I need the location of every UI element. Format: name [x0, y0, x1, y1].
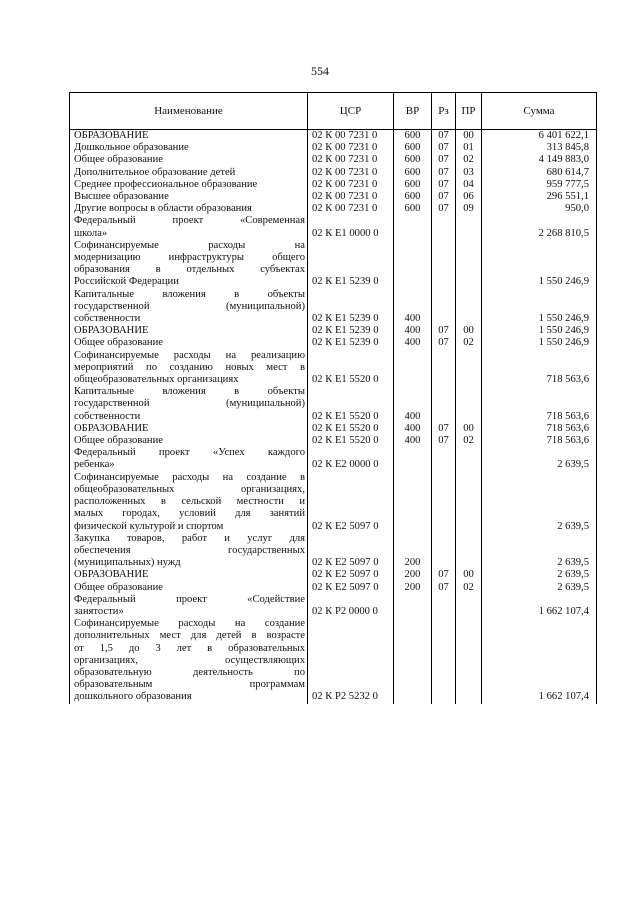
row-name — [70, 289, 308, 326]
row-name-line: Капитальные вложения в объекты — [74, 386, 305, 398]
row-sum: 313 845,8 — [482, 142, 597, 154]
row-name-line: Дополнительное образование детей — [74, 166, 236, 178]
row-csr: 02 К E1 5520 0 — [308, 423, 394, 435]
row-name-line: дошкольного образования — [74, 691, 192, 703]
row-name-line: Федеральный проект «Успех каждого — [74, 447, 305, 459]
row-rz — [432, 215, 456, 239]
row-name-line: мероприятий по созданию новых мест в — [74, 361, 305, 373]
row-pr — [456, 215, 482, 239]
row-vr — [394, 472, 432, 533]
row-pr — [456, 472, 482, 533]
row-name — [70, 582, 308, 594]
row-sum: 2 639,5 — [482, 569, 597, 581]
row-name-line: занятости» — [74, 605, 124, 617]
row-csr: 02 К E2 5097 0 — [308, 569, 394, 581]
row-csr: 02 К E2 5097 0 — [308, 533, 394, 570]
row-csr: 02 К 00 7231 0 — [308, 154, 394, 166]
row-name-line: Другие вопросы в области образования — [74, 203, 252, 215]
row-name-line: Закупка товаров, работ и услуг для — [74, 532, 305, 544]
row-sum: 1 550 246,9 — [482, 337, 597, 349]
row-name-line: Федеральный проект «Современная — [74, 215, 305, 227]
row-sum: 718 563,6 — [482, 435, 597, 447]
row-name-line: ребенка» — [74, 459, 115, 471]
row-pr: 04 — [456, 179, 482, 191]
row-csr: 02 К E1 5239 0 — [308, 240, 394, 289]
row-pr: 00 — [456, 325, 482, 337]
row-rz — [432, 618, 456, 703]
row-sum: 718 563,6 — [482, 350, 597, 387]
row-csr: 02 К E2 5097 0 — [308, 472, 394, 533]
row-rz — [432, 594, 456, 618]
row-name-line: Общее образование — [74, 337, 163, 349]
row-csr: 02 К 00 7231 0 — [308, 130, 394, 143]
row-vr — [394, 447, 432, 471]
row-sum: 1 662 107,4 — [482, 618, 597, 703]
table-row — [70, 533, 597, 570]
row-name-line: ОБРАЗОВАНИЕ — [74, 130, 149, 141]
row-name — [70, 130, 308, 143]
table-header-row — [70, 93, 597, 130]
row-csr: 02 К 00 7231 0 — [308, 167, 394, 179]
row-name-line: Софинансируемые расходы на создание в — [74, 471, 305, 483]
row-name — [70, 337, 308, 349]
row-vr: 600 — [394, 191, 432, 203]
row-csr: 02 К E1 5239 0 — [308, 325, 394, 337]
row-pr — [456, 386, 482, 423]
row-rz: 07 — [432, 203, 456, 215]
row-rz — [432, 472, 456, 533]
row-rz — [432, 350, 456, 387]
header-rz: Рз — [432, 93, 456, 130]
row-name — [70, 179, 308, 191]
row-vr — [394, 215, 432, 239]
row-rz: 07 — [432, 191, 456, 203]
row-rz — [432, 289, 456, 326]
row-name-line: ОБРАЗОВАНИЕ — [74, 569, 149, 581]
row-name — [70, 203, 308, 215]
row-sum: 680 614,7 — [482, 167, 597, 179]
row-csr: 02 К 00 7231 0 — [308, 191, 394, 203]
row-pr: 00 — [456, 130, 482, 143]
row-pr: 09 — [456, 203, 482, 215]
table-row — [70, 203, 597, 215]
row-vr: 600 — [394, 154, 432, 166]
row-vr: 400 — [394, 435, 432, 447]
row-sum: 2 268 810,5 — [482, 215, 597, 239]
row-csr: 02 К E2 5097 0 — [308, 582, 394, 594]
row-pr — [456, 447, 482, 471]
row-name-line: Общее образование — [74, 435, 163, 447]
table-row — [70, 350, 597, 387]
table-row — [70, 618, 597, 703]
row-pr: 02 — [456, 435, 482, 447]
row-vr: 200 — [394, 569, 432, 581]
row-name — [70, 167, 308, 179]
table-row — [70, 142, 597, 154]
row-name-line: Среднее профессиональное образование — [74, 178, 258, 190]
row-vr: 400 — [394, 337, 432, 349]
header-sum: Сумма — [482, 93, 597, 130]
row-name-line: организациях, осуществляющих — [74, 654, 305, 666]
row-name-line: от 1,5 до 3 лет в образовательных — [74, 642, 305, 654]
row-vr — [394, 350, 432, 387]
row-name — [70, 594, 308, 618]
row-vr — [394, 594, 432, 618]
row-name-line: Общее образование — [74, 581, 163, 593]
row-name-line: Софинансируемые расходы на создание — [74, 618, 305, 630]
row-rz: 07 — [432, 167, 456, 179]
row-name-line: государственной (муниципальной) — [74, 398, 305, 410]
row-vr: 400 — [394, 325, 432, 337]
table-row — [70, 167, 597, 179]
row-name-line: обеспечения государственных — [74, 544, 305, 556]
table-row — [70, 179, 597, 191]
row-vr: 400 — [394, 386, 432, 423]
row-rz: 07 — [432, 179, 456, 191]
row-pr: 02 — [456, 337, 482, 349]
table-row — [70, 337, 597, 349]
row-name-line: Софинансируемые расходы на — [74, 239, 305, 251]
row-csr: 02 К 00 7231 0 — [308, 203, 394, 215]
row-name — [70, 435, 308, 447]
row-vr: 600 — [394, 142, 432, 154]
row-name — [70, 472, 308, 533]
row-pr: 00 — [456, 423, 482, 435]
row-sum: 2 639,5 — [482, 472, 597, 533]
table-row — [70, 472, 597, 533]
row-name — [70, 569, 308, 581]
row-name-line: физической культурой и спортом — [74, 520, 224, 532]
row-rz — [432, 386, 456, 423]
row-pr: 03 — [456, 167, 482, 179]
row-vr: 600 — [394, 203, 432, 215]
row-sum: 718 563,6 — [482, 423, 597, 435]
row-name-line: общеобразовательных организациях, — [74, 483, 305, 495]
row-sum: 1 662 107,4 — [482, 594, 597, 618]
row-sum: 950,0 — [482, 203, 597, 215]
row-pr — [456, 618, 482, 703]
row-csr: 02 К E1 5520 0 — [308, 435, 394, 447]
table-row — [70, 240, 597, 289]
row-name-line: малых городах, условий для занятий — [74, 508, 305, 520]
row-name — [70, 240, 308, 289]
row-name-line: расположенных в сельской местности и — [74, 496, 305, 508]
row-name — [70, 447, 308, 471]
row-rz: 07 — [432, 325, 456, 337]
row-csr: 02 К 00 7231 0 — [308, 142, 394, 154]
row-pr: 01 — [456, 142, 482, 154]
row-pr: 06 — [456, 191, 482, 203]
row-sum: 1 550 246,9 — [482, 325, 597, 337]
row-name — [70, 350, 308, 387]
row-name-line: ОБРАЗОВАНИЕ — [74, 422, 149, 434]
row-sum: 1 550 246,9 — [482, 240, 597, 289]
row-name-line: ОБРАЗОВАНИЕ — [74, 325, 149, 337]
row-name — [70, 386, 308, 423]
row-rz — [432, 533, 456, 570]
table-row — [70, 423, 597, 435]
row-csr: 02 К E1 5520 0 — [308, 386, 394, 423]
row-rz: 07 — [432, 569, 456, 581]
row-name-line: Федеральный проект «Содействие — [74, 593, 305, 605]
row-name — [70, 423, 308, 435]
row-csr: 02 К E1 0000 0 — [308, 215, 394, 239]
row-name-line: школа» — [74, 227, 108, 239]
row-name — [70, 325, 308, 337]
row-name — [70, 618, 308, 703]
row-name-line: Капитальные вложения в объекты — [74, 288, 305, 300]
row-rz — [432, 240, 456, 289]
row-vr: 600 — [394, 179, 432, 191]
row-rz — [432, 447, 456, 471]
row-vr — [394, 618, 432, 703]
row-pr — [456, 240, 482, 289]
row-pr — [456, 533, 482, 570]
row-rz: 07 — [432, 154, 456, 166]
row-pr: 02 — [456, 582, 482, 594]
header-vr: ВР — [394, 93, 432, 130]
row-name-line: образовательную деятельность по — [74, 666, 305, 678]
row-rz: 07 — [432, 337, 456, 349]
row-vr: 200 — [394, 582, 432, 594]
row-name-line: Софинансируемые расходы на реализацию — [74, 349, 305, 361]
table-row — [70, 582, 597, 594]
row-pr: 00 — [456, 569, 482, 581]
table-row — [70, 130, 597, 143]
table-row — [70, 191, 597, 203]
row-csr: 02 К E1 5520 0 — [308, 350, 394, 387]
table-row — [70, 569, 597, 581]
row-vr: 200 — [394, 533, 432, 570]
row-vr: 400 — [394, 423, 432, 435]
row-name — [70, 191, 308, 203]
row-rz: 07 — [432, 423, 456, 435]
row-vr — [394, 240, 432, 289]
row-rz: 07 — [432, 130, 456, 143]
row-sum: 296 551,1 — [482, 191, 597, 203]
row-csr: 02 К E1 5239 0 — [308, 289, 394, 326]
row-rz: 07 — [432, 142, 456, 154]
row-csr: 02 К E2 0000 0 — [308, 447, 394, 471]
row-csr: 02 К P2 5232 0 — [308, 618, 394, 703]
row-sum: 1 550 246,9 — [482, 289, 597, 326]
table-row — [70, 215, 597, 239]
table-body — [70, 130, 597, 704]
row-vr: 400 — [394, 289, 432, 326]
row-sum: 718 563,6 — [482, 386, 597, 423]
header-name: Наименование — [70, 93, 308, 130]
table-row — [70, 435, 597, 447]
row-sum: 6 401 622,1 — [482, 130, 597, 143]
row-pr — [456, 350, 482, 387]
table-row — [70, 325, 597, 337]
table-row — [70, 386, 597, 423]
row-name-line: образовательным программам — [74, 679, 305, 691]
row-pr — [456, 594, 482, 618]
row-sum: 2 639,5 — [482, 533, 597, 570]
row-name-line: Высшее образование — [74, 191, 169, 203]
row-name-line: общеобразовательных организациях — [74, 374, 239, 386]
row-name-line: дополнительных мест для детей в возрасте — [74, 630, 305, 642]
row-name-line: государственной (муниципальной) — [74, 300, 305, 312]
page-number: 554 — [311, 64, 329, 78]
table-row — [70, 594, 597, 618]
row-name-line: Российской Федерации — [74, 276, 179, 288]
row-name-line: собственности — [74, 410, 141, 422]
table-row — [70, 447, 597, 471]
row-name-line: Общее образование — [74, 154, 163, 166]
table-row — [70, 154, 597, 166]
budget-table — [69, 92, 597, 704]
header-pr: ПР — [456, 93, 482, 130]
row-name — [70, 142, 308, 154]
row-vr: 600 — [394, 167, 432, 179]
table-row — [70, 289, 597, 326]
row-name-line: образования в отдельных субъектах — [74, 264, 305, 276]
row-name-line: модернизацию инфраструктуры общего — [74, 252, 305, 264]
row-rz: 07 — [432, 582, 456, 594]
row-name — [70, 154, 308, 166]
row-csr: 02 К P2 0000 0 — [308, 594, 394, 618]
row-pr: 02 — [456, 154, 482, 166]
row-pr — [456, 289, 482, 326]
row-csr: 02 К E1 5239 0 — [308, 337, 394, 349]
row-sum: 959 777,5 — [482, 179, 597, 191]
row-name-line: собственности — [74, 313, 141, 325]
row-sum: 2 639,5 — [482, 447, 597, 471]
row-sum: 4 149 883,0 — [482, 154, 597, 166]
header-csr: ЦСР — [308, 93, 394, 130]
row-vr: 600 — [394, 130, 432, 143]
row-rz: 07 — [432, 435, 456, 447]
row-name-line: Дошкольное образование — [74, 142, 189, 154]
row-sum: 2 639,5 — [482, 582, 597, 594]
row-name — [70, 215, 308, 239]
row-name-line: (муниципальных) нужд — [74, 557, 181, 569]
row-csr: 02 К 00 7231 0 — [308, 179, 394, 191]
row-name — [70, 533, 308, 570]
